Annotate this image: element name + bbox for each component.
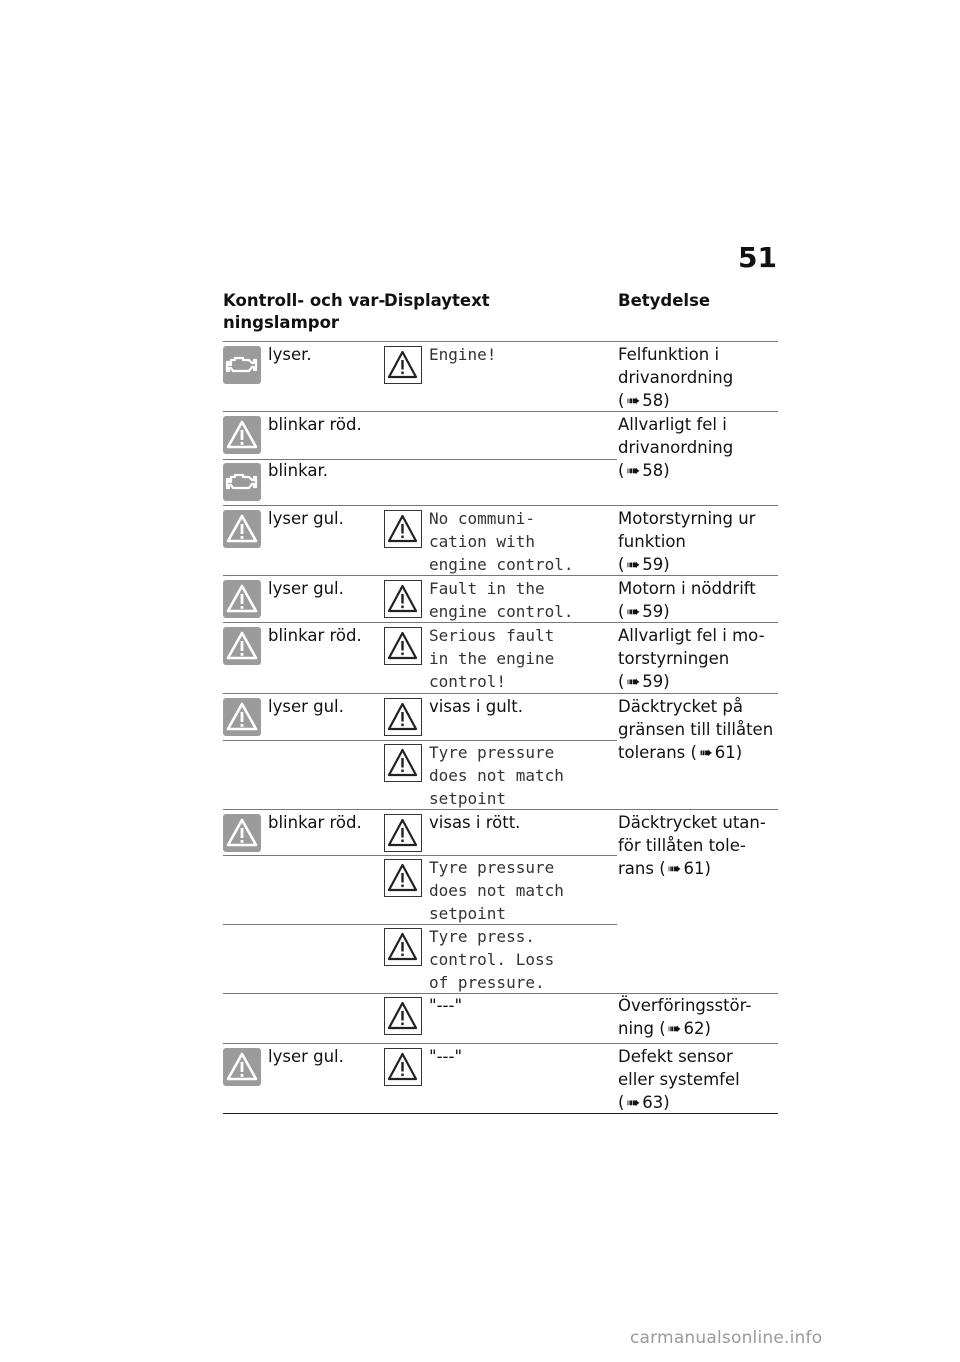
meaning-label: Överföringsstör- ning — [618, 996, 752, 1038]
display-text: Tyre pressure does not match setpoint — [429, 743, 564, 808]
meaning-label: Felfunktion i drivanordning — [618, 345, 734, 387]
meaning-label: Motorn i nöddrift — [618, 579, 756, 598]
warning-triangle-icon — [384, 997, 422, 1035]
warning-triangle-icon — [223, 698, 261, 736]
page-reference[interactable]: ( ➠ 59) — [618, 672, 670, 691]
display-text: Serious fault in the engine control! — [429, 626, 555, 691]
warning-triangle-icon — [384, 698, 422, 736]
meaning-text — [618, 1045, 740, 1114]
page-reference[interactable]: ( ➠ 61) — [659, 859, 711, 878]
meaning-text — [618, 695, 773, 764]
column-header-meaning: Betydelse — [618, 291, 711, 310]
warning-triangle-icon — [384, 814, 422, 852]
meaning-text — [618, 811, 766, 880]
lamp-status: lyser gul. — [268, 1047, 344, 1066]
meaning-label: Däcktrycket utan- för tillåten tole- rans — [618, 813, 766, 878]
reference-arrow-icon: ➠ — [667, 859, 682, 878]
meaning-text — [618, 507, 755, 576]
page-number: 51 — [738, 241, 777, 274]
page-reference-number: 59) — [642, 555, 670, 574]
lamp-status: blinkar röd. — [268, 813, 362, 832]
meaning-text — [618, 624, 765, 693]
display-text: Tyre press. control. Loss of pressure. — [429, 927, 555, 992]
table-rule — [223, 693, 778, 694]
lamp-status: blinkar röd. — [268, 626, 362, 645]
meaning-text — [618, 994, 751, 1040]
lamp-status: lyser gul. — [268, 579, 344, 598]
meaning-label: Defekt sensor eller systemfel — [618, 1047, 740, 1089]
table-rule — [223, 1043, 778, 1044]
lamp-status: lyser gul. — [268, 697, 344, 716]
meaning-text — [618, 343, 733, 412]
reference-arrow-icon: ➠ — [698, 743, 713, 762]
reference-arrow-icon: ➠ — [626, 672, 641, 691]
meaning-text — [618, 577, 756, 623]
table-rule — [223, 341, 778, 342]
warning-triangle-icon — [223, 814, 261, 852]
display-text: Tyre pressure does not match setpoint — [429, 858, 564, 923]
meaning-label: Motorstyrning ur funktion — [618, 509, 756, 551]
page-reference-number: 61) — [683, 859, 711, 878]
display-text: Engine! — [429, 345, 497, 364]
display-text: "---" — [429, 996, 463, 1015]
column-header-lamps-line1: Kontroll- och var- — [223, 291, 386, 310]
page-reference[interactable]: ( ➠ 59) — [618, 555, 670, 574]
reference-arrow-icon: ➠ — [667, 1019, 682, 1038]
display-text: visas i gult. — [429, 697, 523, 716]
warning-triangle-icon — [384, 928, 422, 966]
lamp-status: lyser. — [268, 345, 312, 364]
reference-arrow-icon: ➠ — [626, 461, 641, 480]
display-text: "---" — [429, 1047, 463, 1066]
meaning-label: Allvarligt fel i drivanordning — [618, 415, 734, 457]
reference-arrow-icon: ➠ — [626, 555, 641, 574]
page-reference-number: 62) — [683, 1019, 711, 1038]
column-header-lamps — [223, 290, 385, 334]
column-header-display: Displaytext — [384, 291, 490, 310]
warning-triangle-icon — [384, 859, 422, 897]
warning-triangle-icon — [223, 416, 261, 454]
warning-triangle-icon — [384, 346, 422, 384]
reference-arrow-icon: ➠ — [626, 1093, 641, 1112]
page-reference[interactable]: ( ➠ 58) — [618, 391, 670, 410]
column-header-lamps-line2: ningslampor — [223, 313, 340, 332]
reference-arrow-icon: ➠ — [626, 602, 641, 621]
page-reference-number: 61) — [714, 743, 743, 762]
warning-triangle-icon — [384, 510, 422, 548]
page-reference-number: 58) — [642, 461, 670, 480]
page-reference-number: 58) — [642, 391, 670, 410]
meaning-text — [618, 413, 733, 482]
page-reference-number: 59) — [642, 602, 670, 621]
page-reference[interactable]: ( ➠ 61) — [690, 743, 743, 762]
page-reference-number: 63) — [642, 1093, 670, 1112]
display-text: Fault in the engine control. — [429, 579, 574, 621]
page-reference[interactable]: ( ➠ 62) — [659, 1019, 711, 1038]
display-text: No communi- cation with engine control. — [429, 509, 574, 574]
page-reference-number: 59) — [642, 672, 670, 691]
engine-warning-icon — [223, 463, 261, 501]
meaning-label: Allvarligt fel i mo- torstyrningen — [618, 626, 765, 668]
watermark-footer[interactable]: carmanualsonline.info — [630, 1328, 823, 1348]
engine-warning-icon — [223, 346, 261, 384]
warning-triangle-icon — [223, 580, 261, 618]
warning-triangle-icon — [223, 627, 261, 665]
meaning-label: Däcktrycket på gränsen till tillåten tolerans — [618, 697, 774, 762]
warning-triangle-icon — [223, 510, 261, 548]
lamp-status: lyser gul. — [268, 509, 344, 528]
display-text: visas i rött. — [429, 813, 521, 832]
lamp-status: blinkar röd. — [268, 415, 362, 434]
reference-arrow-icon: ➠ — [626, 391, 641, 410]
lamp-status: blinkar. — [268, 461, 328, 480]
warning-triangle-icon — [384, 627, 422, 665]
warning-triangle-icon — [384, 580, 422, 618]
warning-triangle-icon — [223, 1048, 261, 1086]
page-reference[interactable]: ( ➠ 63) — [618, 1093, 670, 1112]
warning-triangle-icon — [384, 1048, 422, 1086]
warning-triangle-icon — [384, 744, 422, 782]
table-rule — [223, 505, 778, 506]
page-reference[interactable]: ( ➠ 58) — [618, 461, 670, 480]
page-reference[interactable]: ( ➠ 59) — [618, 602, 670, 621]
